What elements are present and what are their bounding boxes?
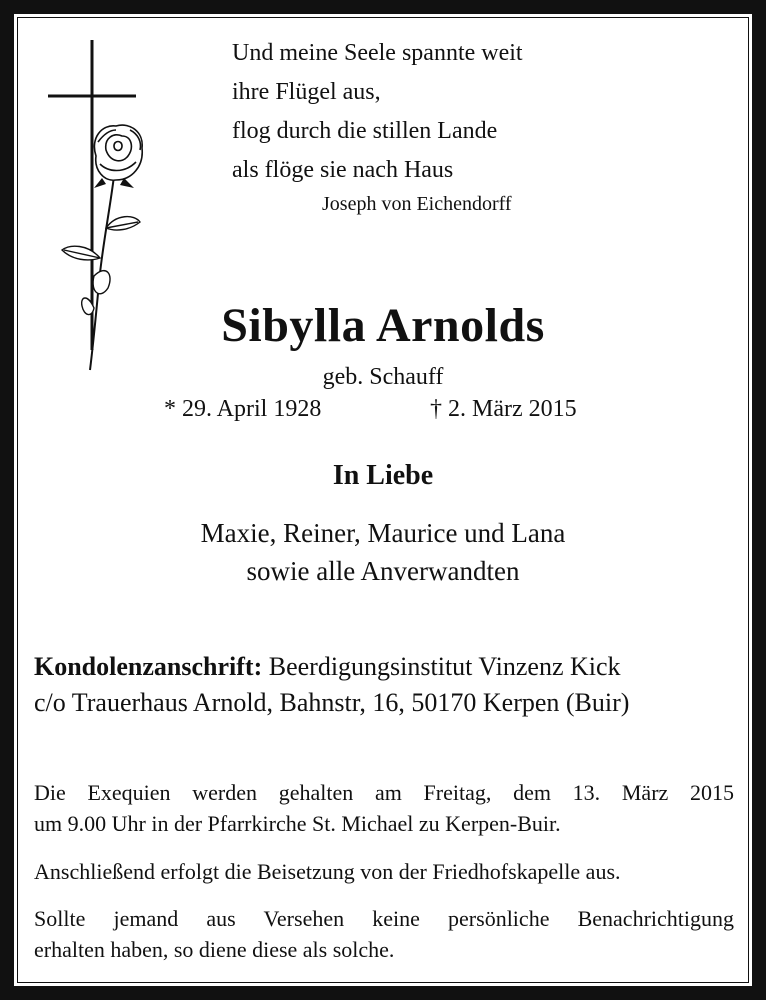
condolence-address <box>34 649 629 721</box>
birth-name: geb. Schauff <box>322 364 444 390</box>
service-notice-line: um 9.00 Uhr in der Pfarrkirche St. Michael zu Kerpen-Buir. <box>34 811 561 836</box>
poem-line: Und meine Seele spannte weit <box>232 40 523 66</box>
mourners-line: Maxie, Reiner, Maurice und Lana <box>200 518 566 548</box>
service-notice <box>34 777 734 839</box>
death-date: † 2. März 2015 <box>430 396 577 422</box>
notification-notice-line: erhalten haben, so diene diese als solche. <box>34 937 395 962</box>
condolence-address-line: c/o Trauerhaus Arnold, Bahnstr, 16, 50170 Kerpen (Buir) <box>34 688 630 717</box>
poem-author: Joseph von Eichendorff <box>322 193 512 215</box>
service-notice-line: Die Exequien werden gehalten am Freitag, dem 13. März 2015 <box>34 780 734 805</box>
poem-line: als flöge sie nach Haus <box>232 157 454 183</box>
poem <box>232 34 523 190</box>
mourners <box>0 514 766 590</box>
condolence-institute: Beerdigungsinstitut Vinzenz Kick <box>262 652 621 681</box>
condolence-label: Kondolenzanschrift: <box>34 652 263 681</box>
mourners-line: sowie alle Anverwandten <box>246 556 520 586</box>
poem-line: ihre Flügel aus, <box>232 79 381 105</box>
notification-notice <box>34 903 734 965</box>
birth-date: * 29. April 1928 <box>164 396 322 422</box>
deceased-name: Sibylla Arnolds <box>221 299 545 352</box>
mourning-heading: In Liebe <box>332 460 434 491</box>
burial-notice: Anschließend erfolgt die Beisetzung von der Friedhofskapelle aus. <box>34 859 621 884</box>
poem-line: flog durch die stillen Lande <box>232 118 498 144</box>
notification-notice-line: Sollte jemand aus Versehen keine persönliche Benachrichtigung <box>34 906 734 931</box>
